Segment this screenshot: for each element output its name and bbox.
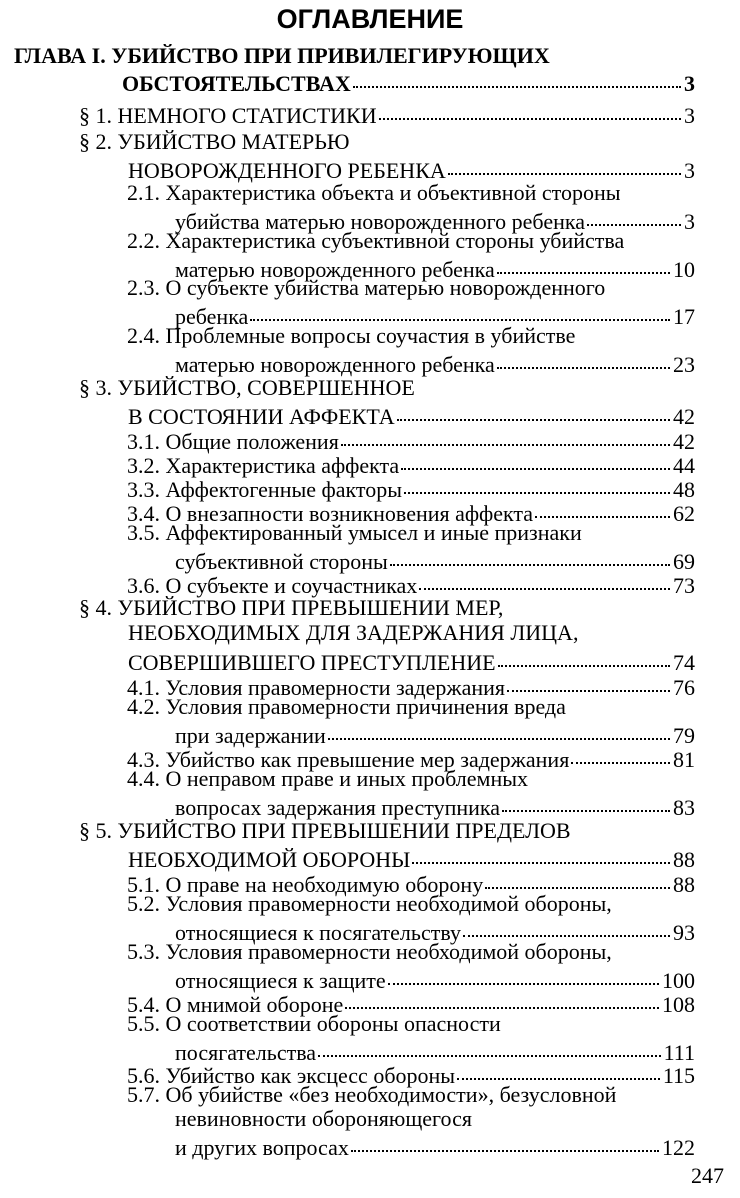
toc-entry-text: § 4. УБИЙСТВО ПРИ ПРЕВЫШЕНИИ МЕР,: [79, 595, 504, 620]
dot-leader: [388, 961, 659, 985]
toc-entry-text: 5.7. Об убийстве «без необходимости», безусловной: [127, 1082, 617, 1107]
toc-entry-text: невиновности обороняющегося: [175, 1106, 472, 1131]
toc-title: ОГЛАВЛЕНИЕ: [276, 4, 464, 34]
toc-entry-text: при задержании: [175, 723, 326, 748]
toc-entry-page: 93: [673, 920, 695, 945]
toc-entry-text: § 3. УБИЙСТВО, СОВЕРШЕННОЕ: [79, 375, 415, 400]
toc-entry-text: и других вопросах: [175, 1135, 349, 1160]
toc-entry-page: 81: [673, 747, 695, 772]
toc-entry-text: 3.3. Аффектогенные факторы: [127, 477, 403, 502]
toc-entry-page: 44: [673, 453, 695, 478]
toc-entry-page: 100: [662, 968, 695, 993]
toc-entry-page: 74: [673, 650, 695, 675]
toc-entry-line: [79, 130, 350, 154]
dot-leader: [353, 64, 681, 88]
toc-entry-text: матерью новорожденного ребенка: [175, 257, 495, 282]
toc-entry-page: 76: [673, 675, 695, 700]
toc-entry-text: вопросах задержания преступника: [175, 795, 501, 820]
dot-leader: [485, 865, 670, 889]
toc-entry-text: § 1. НЕМНОГО СТАТИСТИКИ: [79, 103, 377, 128]
toc-entry-text: 3.2. Характеристика аффекта: [127, 453, 400, 478]
toc-entry-text: 5.6. Убийство как эксцесс обороны: [127, 1063, 456, 1088]
toc-entry-line: [127, 181, 621, 205]
toc-entry-page: 48: [673, 477, 695, 502]
dot-leader: [345, 985, 659, 1009]
toc-entry-text: 3.6. О субъекте и соучастниках: [127, 573, 418, 598]
toc-entry-page: 73: [673, 573, 695, 598]
toc-entry: [122, 67, 695, 96]
dot-leader: [379, 96, 681, 120]
toc-entry-page: 69: [673, 549, 695, 574]
dot-leader: [250, 297, 670, 321]
toc-entry-page: 108: [662, 992, 695, 1017]
toc-entry-page: 88: [673, 847, 695, 872]
dot-leader: [412, 840, 670, 864]
toc-entry-text: посягательства: [175, 1040, 317, 1065]
dot-leader: [351, 1128, 659, 1152]
toc-entry-text: 3.5. Аффектированный умысел и иные признаки: [127, 520, 582, 545]
toc-entry-line: [128, 621, 578, 645]
toc-entry-text: НЕОБХОДИМЫХ ДЛЯ ЗАДЕРЖАНИЯ ЛИЦА,: [128, 620, 579, 645]
toc-entry-page: 3: [684, 103, 695, 128]
toc-entry-text: СОВЕРШИВШЕГО ПРЕСТУПЛЕНИЕ: [128, 650, 496, 675]
toc-entry: [175, 348, 695, 377]
dot-leader: [535, 494, 670, 518]
toc-entry-text: 2.2. Характеристика субъективной стороны убийства: [127, 228, 625, 253]
dot-leader: [571, 740, 670, 764]
toc-entry: [128, 154, 695, 183]
toc-entry-page: 3: [684, 209, 695, 234]
dot-leader: [397, 397, 670, 421]
toc-entry-page: 111: [663, 1040, 695, 1065]
toc-entry-text: В СОСТОЯНИИ АФФЕКТА: [128, 404, 395, 429]
toc-entry-text: 4.4. О неправом праве и иных проблемных: [127, 766, 529, 791]
toc-entry-text: 2.3. О субъекте убийства матерью новорожденного: [127, 275, 606, 300]
toc-entry-line: [79, 596, 503, 620]
toc-entry: [175, 1131, 695, 1160]
toc-entry-text: § 2. УБИЙСТВО МАТЕРЬЮ: [79, 129, 350, 154]
toc-entry-text: ОБСТОЯТЕЛЬСТВАХ: [122, 71, 351, 96]
dot-leader: [502, 788, 670, 812]
dot-leader: [390, 542, 670, 566]
toc-entry-text: убийства матерью новорожденного ребенка: [175, 209, 585, 234]
toc-entry-page: 79: [673, 723, 695, 748]
toc-entry-page: 122: [662, 1135, 695, 1160]
toc-entry-page: 3: [684, 158, 695, 183]
toc-entry-text: матерью новорожденного ребенка: [175, 352, 495, 377]
toc-entry: [127, 569, 695, 598]
dot-leader: [507, 668, 670, 692]
toc-entry-page: 10: [673, 257, 695, 282]
dot-leader: [341, 422, 670, 446]
toc-entry-text: ГЛАВА I. УБИЙСТВО ПРИ ПРИВИЛЕГИРУЮЩИХ: [14, 43, 550, 68]
toc-entry-line: [127, 767, 528, 791]
dot-leader: [497, 345, 670, 369]
toc-entry-text: НЕОБХОДИМОЙ ОБОРОНЫ: [128, 847, 411, 872]
toc-entry-line: [127, 1083, 616, 1107]
page-number: 247: [691, 1163, 724, 1188]
toc-entry-text: относящиеся к защите: [175, 968, 386, 993]
toc-entry: [79, 99, 695, 128]
toc-entry-line: [79, 376, 415, 400]
dot-leader: [587, 202, 681, 226]
toc-entry-text: 4.2. Условия правомерности причинения вреда: [127, 694, 566, 719]
toc-entry-text: 2.4. Проблемные вопросы соучастия в убийстве: [127, 323, 576, 348]
toc-entry-text: 4.1. Условия правомерности задержания: [127, 675, 506, 700]
toc-entry-text: 5.3. Условия правомерности необходимой обороны,: [127, 939, 612, 964]
dot-leader: [463, 913, 670, 937]
dot-leader: [404, 470, 670, 494]
toc-entry-text: субъективной стороны: [175, 549, 388, 574]
toc-entry-text: 3.1. Общие положения: [127, 429, 339, 454]
dot-leader: [457, 1056, 660, 1080]
toc-entry-page: 17: [673, 304, 695, 329]
toc-entry-text: 4.3. Убийство как превышение мер задержания: [127, 747, 570, 772]
toc-entry-text: ребенка: [175, 304, 249, 329]
toc-entry-page: 42: [673, 429, 695, 454]
dot-leader: [419, 566, 670, 590]
toc-entry-text: 5.1. О праве на необходимую оборону: [127, 872, 484, 897]
toc-entry-text: 2.1. Характеристика объекта и объективной стороны: [127, 180, 621, 205]
toc-entry-text: НОВОРОЖДЕННОГО РЕБЕНКА: [128, 158, 446, 183]
toc-entry-page: 115: [662, 1063, 695, 1088]
toc-entry-page: 3: [684, 71, 695, 96]
toc-entry-text: 5.2. Условия правомерности необходимой обороны,: [127, 891, 612, 916]
toc-entry-text: 5.4. О мнимой обороне: [127, 992, 344, 1017]
toc-entry-page: 88: [673, 872, 695, 897]
dot-leader: [498, 643, 670, 667]
toc-entry-page: 62: [673, 501, 695, 526]
toc-entry-page: 42: [673, 404, 695, 429]
toc-entry-text: относящиеся к посягательству: [175, 920, 461, 945]
dot-leader: [448, 151, 681, 175]
toc-entry: [175, 791, 695, 820]
toc-entry-page: 23: [673, 352, 695, 377]
toc-entry-text: § 5. УБИЙСТВО ПРИ ПРЕВЫШЕНИИ ПРЕДЕЛОВ: [79, 818, 571, 843]
toc-entry-text: 5.5. О соответствии обороны опасности: [127, 1011, 501, 1036]
dot-leader: [318, 1033, 661, 1057]
dot-leader: [401, 446, 670, 470]
dot-leader: [497, 250, 670, 274]
toc-entry-page: 83: [673, 795, 695, 820]
dot-leader: [328, 716, 670, 740]
toc-entry-text: 3.4. О внезапности возникновения аффекта: [127, 501, 534, 526]
